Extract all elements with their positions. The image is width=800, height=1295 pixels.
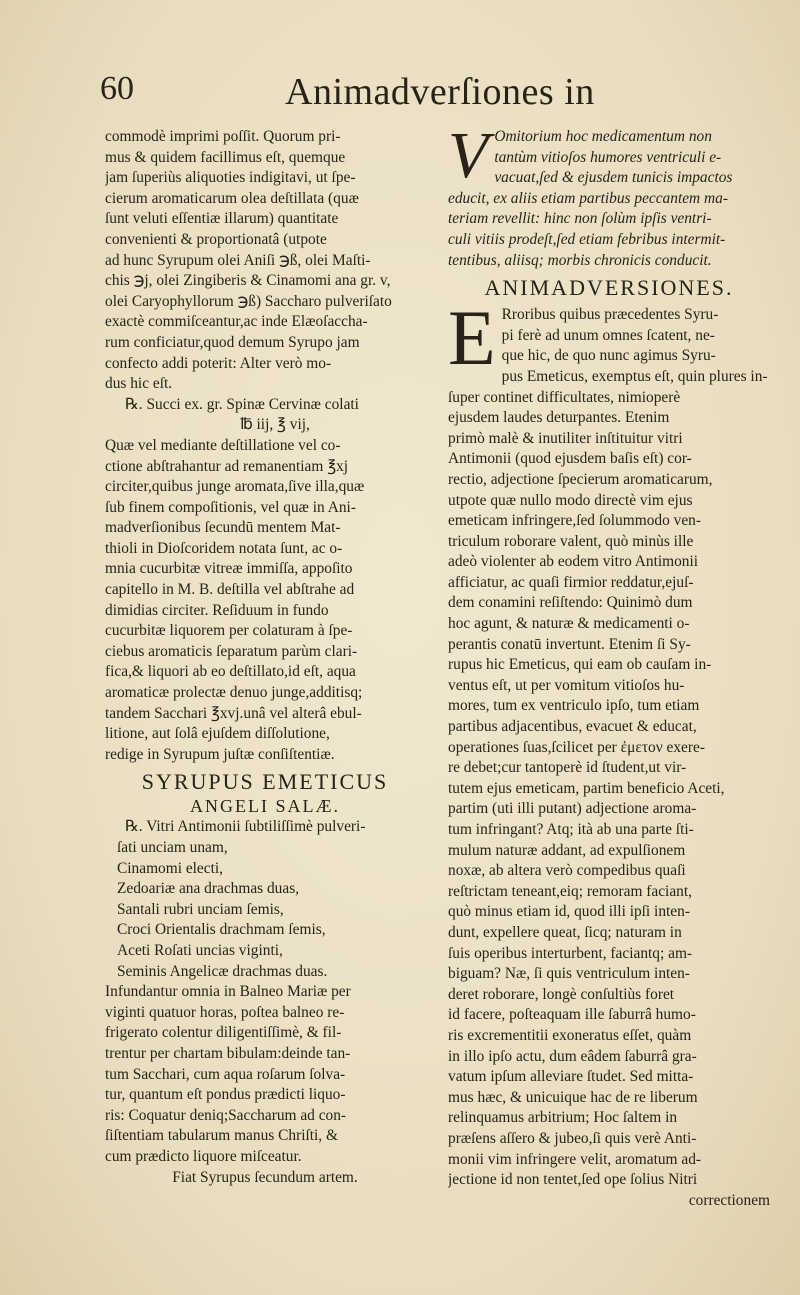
- text-line: ſub finem compoſitionis, vel quæ in Ani-: [105, 498, 356, 516]
- text-line: Rroribus quibus præcedentes Syru-: [501, 306, 719, 324]
- text-line: culi vitiis prodeſt,ſed etiam febribus intermit-: [448, 230, 726, 248]
- text-line: frigerato colentur diligentiſſimè, & fil-: [105, 1024, 342, 1042]
- text-line: dunt, expellere queat, ſicq; naturam in: [448, 923, 682, 941]
- text-line: trentur per chartam bibulam:deinde tan-: [105, 1044, 351, 1062]
- text-line: rupus hic Emeticus, qui eam ob cauſam in-: [448, 656, 712, 674]
- text-line: thioli in Dioſcoridem notata ſunt, ac o-: [105, 539, 343, 557]
- text-line: mulum naturæ addant, ad expulſionem: [448, 841, 686, 859]
- text-line: vacuat,ſed & ejusdem tunicis impactos: [494, 169, 733, 187]
- text-line: ris: Coquatur deniq;Saccharum ad con-: [105, 1106, 347, 1124]
- text-line: tum infringant? Atq; ità ab una parte ſti-: [448, 821, 694, 838]
- text-line: quò minus etiam id, quod illi ipſi inten-: [448, 903, 690, 921]
- paragraph-oil-method: [105, 127, 425, 395]
- text-line: Omitorium hoc medicamentum non: [494, 128, 712, 145]
- text-line: jectione id non tentet,ſed ope ſolius Nitri: [448, 1171, 698, 1189]
- text-line: in illo ipſo actu, dum eâdem ſaburrâ gra-: [448, 1047, 697, 1065]
- text-line: tutem ejus emeticam, partim beneficio Aceti,: [448, 779, 725, 797]
- text-line: ctione abſtrahantur ad remanentiam ℥xj: [105, 457, 349, 475]
- text-line: partim (uti illi putant) adjectione aroma-: [448, 800, 697, 818]
- text-line: mores, tum ex ventriculo ipſo, tum etiam: [448, 697, 700, 715]
- right-column: [448, 119, 770, 1211]
- text-line: dus hic eſt.: [105, 375, 173, 393]
- text-line: rum conficiatur,quod demum Syrupo jam: [105, 333, 360, 351]
- text-line: reſtrictam teneant,eiq; remoram faciant,: [448, 882, 692, 900]
- text-line: ris excrementitii exoneratus eſſet, quàm: [448, 1026, 692, 1044]
- text-line: tentibus, aliisq; morbis chronicis conducit.: [448, 251, 712, 269]
- text-line: relinquamus arbitrium; Hoc ſaltem in: [448, 1109, 678, 1127]
- text-line: confecto addi poterit: Alter verò mo-: [105, 354, 332, 372]
- recipe-list: [105, 817, 425, 982]
- section-heading-animadversiones: ANIMADVERSIONES.: [484, 275, 734, 301]
- text-line: emeticam infringere,ſed ſolummodo ven-: [448, 512, 702, 530]
- text-line: adeò violenter ab eodem vitro Antimonii: [448, 553, 699, 571]
- text-line: fica,& liquori ab eo deſtillato,id eſt, aqua: [105, 663, 356, 681]
- text-line: ſunt veluti eſſentiæ illarum) quantitate: [105, 210, 339, 228]
- drop-cap-v: V: [448, 119, 489, 192]
- text-line: madverſionibus ſecundū mentem Mat-: [105, 519, 341, 537]
- text-line: Santali rubri unciam ſemis,: [117, 900, 284, 918]
- text-line: id facere, poſteaquam ille ſaburrâ humo-: [448, 1006, 696, 1024]
- text-line: tantùm vitioſos humores ventriculi e-: [494, 148, 722, 166]
- text-line: cucurbitæ liquorem per colaturam à ſpe-: [105, 622, 353, 640]
- text-line: ℞. Vitri Antimonii ſubtiliſſimè pulveri-: [125, 818, 366, 836]
- text-line: præſens aſſero & jubeo,ſi quis verè Anti-: [448, 1129, 697, 1147]
- text-line: ad hunc Syrupum olei Aniſi ℈ß, olei Maſti-: [105, 251, 371, 269]
- closing-line: Fiat Syrupus ſecundum artem.: [172, 1168, 358, 1186]
- text-line: utpote quæ nullo modo directè vim ejus: [448, 491, 693, 509]
- text-line: ciebus aromaticis ſeparatum parùm clari-: [105, 642, 358, 660]
- text-line: ſuper continet difficultates, nimioperè: [448, 388, 681, 406]
- text-line: exactè commiſceantur,ac inde Elæoſaccha-: [105, 313, 368, 331]
- text-line: ejusdem laudes deturpantes. Etenim: [448, 409, 670, 427]
- text-line: viginti quatuor horas, poſtea balneo re-: [105, 1003, 345, 1021]
- text-line: chis ℈j, olei Zingiberis & Cinamomi ana gr. v,: [105, 272, 391, 290]
- text-line: dimidias circiter. Reſiduum in fundo: [105, 601, 329, 619]
- text-line: pi ferè ad unum omnes ſcatent, ne-: [501, 326, 715, 344]
- text-line: circiter,quibus junge aromata,ſive illa,quæ: [105, 478, 365, 496]
- text-line: vatum ipſum alleviare ſtudet. Sed mitta-: [448, 1068, 694, 1086]
- text-line: capitello in M. B. deſtilla vel abſtrahe ad: [105, 581, 355, 599]
- text-line: noxæ, ab altera verò compedibus quaſi: [448, 862, 686, 880]
- text-line: partibus adjacentibus, evacuet & educat,: [448, 718, 697, 736]
- text-line: mnia cucurbitæ vitreæ immiſſa, appoſito: [105, 560, 353, 578]
- text-line: dem conamini reſiſtendo: Quinimò dum: [448, 594, 693, 612]
- text-line: Quæ vel mediante deſtillatione vel co-: [105, 436, 341, 454]
- text-line: litione, aut ſolâ ejuſdem diſſolutione,: [105, 725, 330, 743]
- intro-paragraph: [448, 119, 770, 271]
- section-heading-syrupus-emeticus: SYRUPUS EMETICUS: [141, 769, 389, 795]
- text-line: Infundantur omnia in Balneo Mariæ per: [105, 983, 351, 1001]
- text-line: biguam? Næ, ſi quis ventriculum inten-: [448, 965, 690, 983]
- text-line: ſati unciam unam,: [117, 839, 228, 856]
- text-line: educit, ex aliis etiam partibus peccantem ma-: [448, 189, 728, 207]
- text-line: pus Emeticus, exemptus eſt, quin plures in-: [501, 367, 768, 385]
- text-line: hoc agunt, & naturæ & medicamenti o-: [448, 615, 690, 633]
- text-line: Zedoariæ ana drachmas duas,: [117, 880, 300, 898]
- text-line: primò malè & inutiliter inſtituitur vitri: [448, 429, 683, 447]
- text-line: tandem Sacchari ℥xvj.unâ vel alterâ ebul-: [105, 704, 362, 722]
- text-line: afficiatur, ac quaſi firmior reddatur,ejuſ-: [448, 573, 694, 591]
- text-line: monii vim infringere velit, aromatum ad-: [448, 1150, 702, 1168]
- text-line: Cinamomi electi,: [117, 859, 223, 877]
- page-number: 60: [100, 70, 134, 107]
- text-line: olei Caryophyllorum ℈ß) Saccharo pulveriſato: [105, 292, 392, 310]
- running-title: Animadverſiones in: [285, 71, 595, 113]
- text-line: perantis conatū invertunt. Etenim ſi Sy-: [448, 635, 691, 653]
- text-line: Seminis Angelicæ drachmas duas.: [117, 962, 328, 980]
- text-line: ventus eſt, ut per vomitum vitioſos hu-: [448, 676, 685, 694]
- recipe-buckthorn: [105, 395, 425, 436]
- text-line: Aceti Roſati uncias viginti,: [117, 941, 283, 959]
- text-line: jam ſuperiùs aliquoties indigitavi, ut ſpe-: [105, 169, 356, 187]
- text-line: que hic, de quo nunc agimus Syru-: [501, 347, 716, 365]
- text-line: ſiſtentiam tabularum manus Chriſti, &: [105, 1127, 338, 1145]
- text-line: tum Sacchari, cum aqua roſarum ſolva-: [105, 1065, 346, 1083]
- text-line: deret roborare, longè conſultiùs foret: [448, 985, 675, 1003]
- paragraph-preparation: [105, 982, 425, 1167]
- text-line: convenienti & proportionatâ (utpote: [105, 230, 327, 248]
- text-line: aromaticæ prolectæ denuo junge,additisq;: [105, 684, 363, 702]
- drop-cap-e: E: [448, 294, 496, 382]
- page-header: [100, 70, 760, 120]
- section-subheading-angeli-salae: ANGELI SALÆ.: [190, 796, 340, 817]
- body-paragraph: [448, 294, 770, 1191]
- paragraph-distillation: [105, 436, 425, 766]
- text-line: teriam revellit: hinc non ſolùm ipſis ventri-: [448, 210, 712, 228]
- text-line: triculum roborare valent, quò minùs ille: [448, 532, 694, 550]
- text-line: re debet;cur tantoperè id ſtudent,ut vir-: [448, 759, 687, 777]
- text-line: redige in Syrupum juſtæ conſiſtentiæ.: [105, 745, 335, 763]
- text-line: tur, quantum eſt pondus prædicti liquo-: [105, 1086, 346, 1104]
- text-line: ℞. Succi ex. gr. Spinæ Cervinæ colati: [125, 395, 359, 413]
- left-column: [105, 127, 425, 1188]
- catchword: correctionem: [688, 1191, 770, 1209]
- text-line: cierum aromaticarum olea deſtillata (quæ: [105, 189, 359, 207]
- text-line: mus hæc, & unicuique hac de re liberum: [448, 1088, 698, 1106]
- text-line: Croci Orientalis drachmam ſemis,: [117, 921, 326, 939]
- text-line: Antimonii (quod ejusdem baſis eſt) cor-: [448, 450, 692, 468]
- text-line: cum prædicto liquore miſceatur.: [105, 1147, 302, 1165]
- text-line: mus & quidem facillimus eſt, quemque: [105, 148, 346, 166]
- text-line: ſuis operibus interturbent, faciantq; am-: [448, 944, 693, 962]
- text-line: ℔ iij, ℥ vij,: [240, 416, 310, 434]
- text-line: rectio, adjectione ſpecierum aromaticarum,: [448, 470, 713, 488]
- text-line: commodè imprimi poſſit. Quorum pri-: [105, 128, 341, 145]
- text-line: operationes ſuas,ſcilicet per ἐμετον exere-: [448, 738, 705, 756]
